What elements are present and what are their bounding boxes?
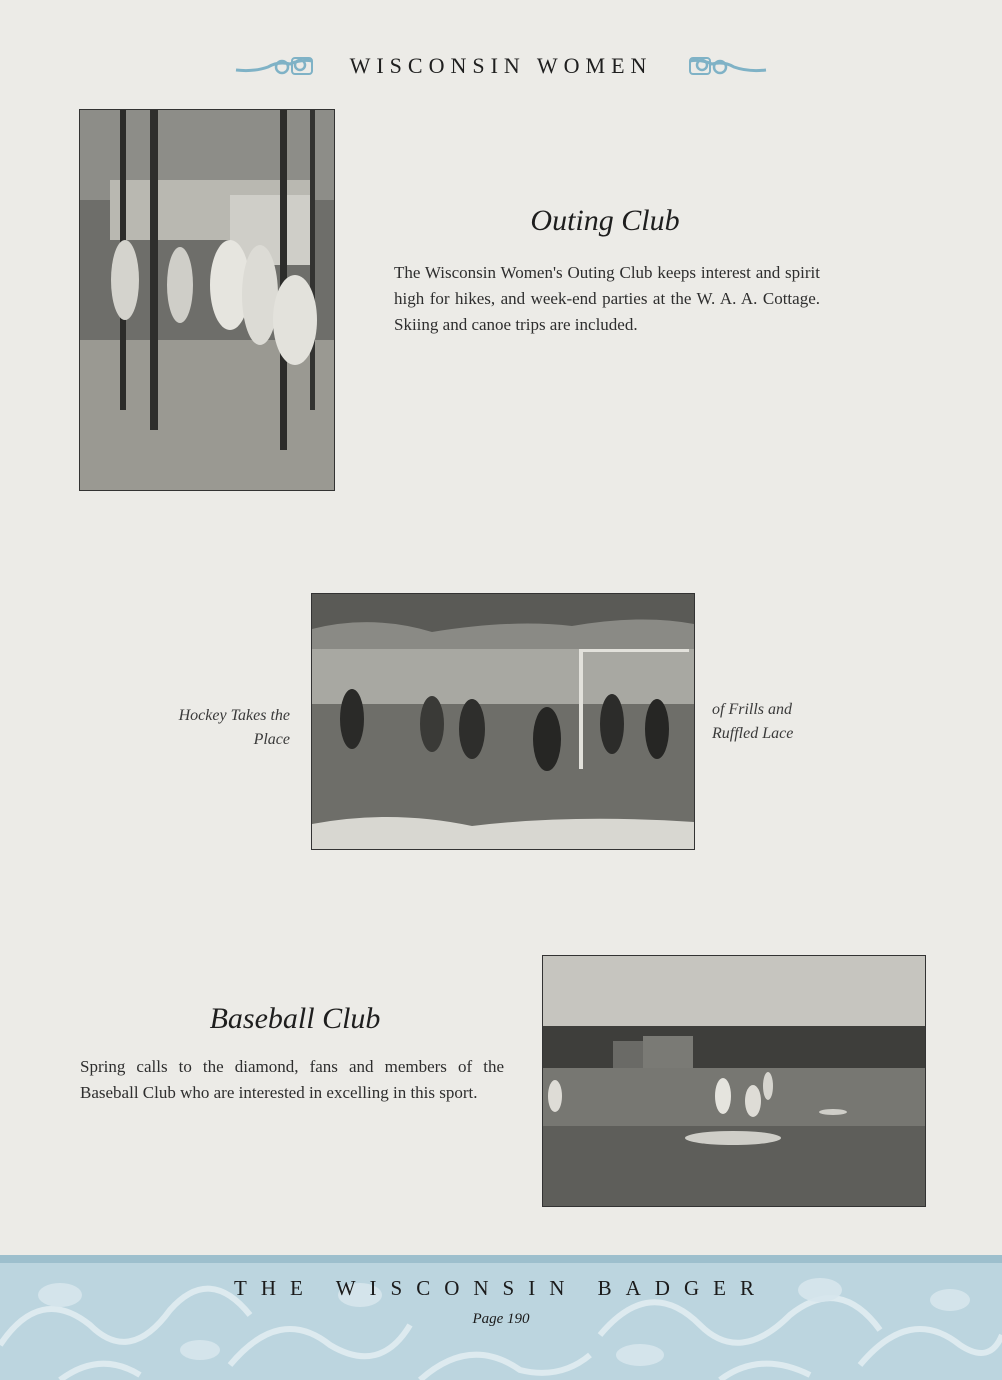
page-header [0, 50, 1002, 82]
outing-club-body: The Wisconsin Women's Outing Club keeps interest and spirit high for hikes, and week-end parties at the W. A. A. Cottage. Skiing and canoe trips are included. [394, 263, 820, 334]
hockey-caption-right: of Frills and Ruffled Lace [712, 701, 794, 742]
hockey-caption-left: Hockey Takes the Place [178, 707, 290, 748]
scroll-ornament-right-icon [688, 55, 768, 77]
page-header-title: WISCONSIN WOMEN [349, 53, 653, 78]
scroll-ornament-left-icon [234, 55, 314, 77]
page-number: Page 190 [472, 1311, 530, 1327]
page-footer [0, 1255, 1002, 1380]
baseball-club-title: Baseball Club [209, 1002, 381, 1035]
hockey-photo [311, 593, 695, 850]
baseball-club-body: Spring calls to the diamond, fans and members of the Baseball Club who are interested in excelling in this sport. [80, 1057, 504, 1102]
outing-club-title: Outing Club [530, 204, 680, 237]
footer-title: THE WISCONSIN BADGER [234, 1276, 768, 1300]
baseball-photo [542, 955, 926, 1207]
outing-club-photo [79, 109, 335, 491]
